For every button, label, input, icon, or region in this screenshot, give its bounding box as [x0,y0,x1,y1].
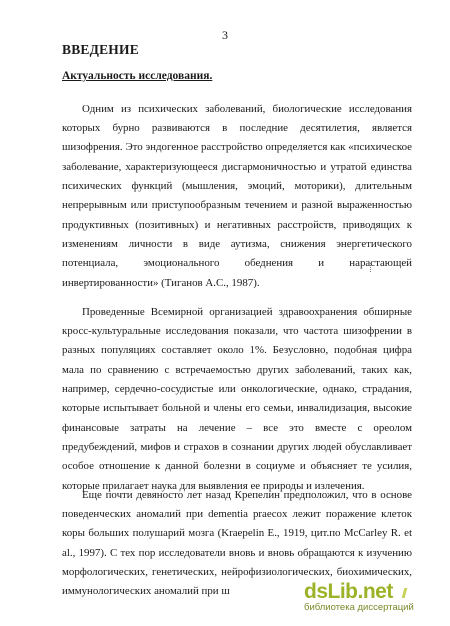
watermark [304,580,444,622]
watermark-logo [304,580,444,604]
logo-mark-icon [394,588,408,598]
section-heading: ВВЕДЕНИЕ [62,42,139,57]
paragraph-1: Одним из психических заболеваний, биологические исследования которых бурно развиваются в последние десятилетия, является шизофрения. Это эндогенное расстройство определяется как «психическое заболевание, характеризующееся дисгармоничностью и утратой единства психических функций (мышления, эмоций, моторики), длительным непрерывным или приступообразным течением и разной выраженностью продуктивных (позитивных) и негативных расстройств, приводящих к изменениям личности в виде аутизма, снижения энергетического потенциала, эмоционального обеднения и нарастающей инвертированности» (Тиганов А.С., 1987). [62,102,412,289]
watermark-subtitle: библиотека диссертаций [304,602,414,613]
section-subheading: Актуальность исследования. [62,70,213,82]
scan-speck [370,263,372,272]
paragraph-2: Проведенные Всемирной организацией здравоохранения обширные кросс-культуральные исследования показали, что частота шизофрении в разных популяциях составляет около 1%. Безусловно, подобная цифра мала по сравнению с встречаемостью других заболеваний, таких как, например, сердечно-сосудистые или онкологические, однако, страдания, которые испытывает больной и члены его семьи, инвалидизация, высокие финансовые затраты на лечение – все это вместе с ореолом предубеждений, мифов и страхов в сознании других людей обуславливает особое отношение к данной болезни в социуме и объясняет те усилия, которые прилагает наука для выявления ее природы и излечения. [62,305,412,492]
watermark-logo-text: dsLib.net [304,580,393,603]
paragraph-3: Еще почти девяносто лет назад Крепелин предположил, что в основе поведенческих аномалий при dementia praecox лежит поражение клеток коры больших полушарий мозга (Kraepelin E., 1919, цит.по McCarley R. et al., 1997). С тех пор исследователи вновь и вновь обращаются к изучению морфологических, генетических, нейрофизиологических, биохимических, иммунологических аномалий при ш [62,488,412,598]
page-number: 3 [222,28,228,42]
